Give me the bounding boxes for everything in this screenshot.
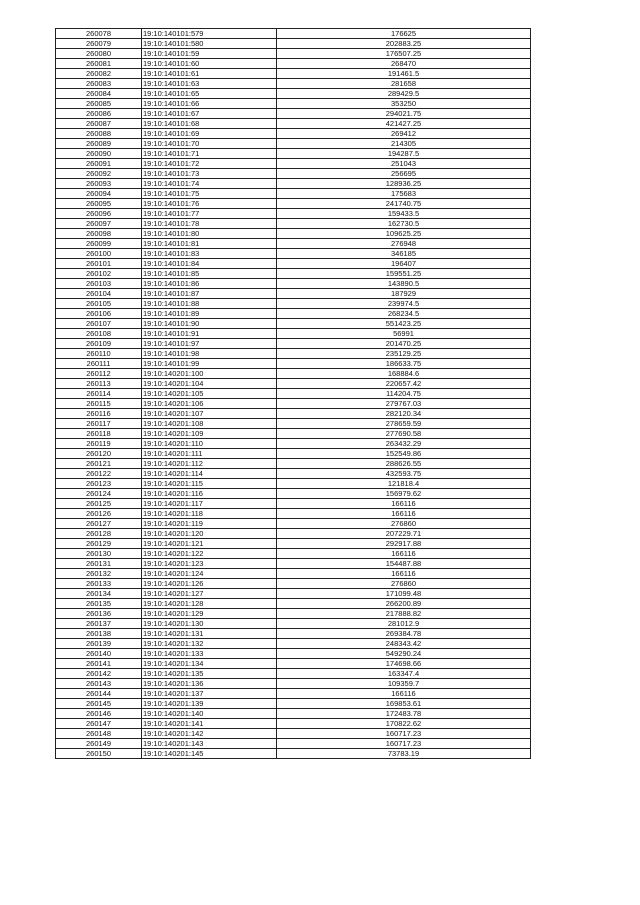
value-cell: 269384.78 <box>277 629 531 639</box>
row-number-cell: 260133 <box>56 579 142 589</box>
row-number-cell: 260084 <box>56 89 142 99</box>
cadastral-number-cell: 19:10:140101:579 <box>142 29 277 39</box>
cadastral-number-cell: 19:10:140201:100 <box>142 369 277 379</box>
cadastral-number-cell: 19:10:140201:106 <box>142 399 277 409</box>
row-number-cell: 260088 <box>56 129 142 139</box>
row-number-cell: 260140 <box>56 649 142 659</box>
row-number-cell: 260117 <box>56 419 142 429</box>
table-row <box>56 639 531 649</box>
row-number-cell: 260121 <box>56 459 142 469</box>
row-number-cell: 260100 <box>56 249 142 259</box>
cadastral-number-cell: 19:10:140201:119 <box>142 519 277 529</box>
row-number-cell: 260080 <box>56 49 142 59</box>
value-cell: 217888.82 <box>277 609 531 619</box>
value-cell: 220657.42 <box>277 379 531 389</box>
cadastral-number-cell: 19:10:140201:137 <box>142 689 277 699</box>
row-number-cell: 260134 <box>56 589 142 599</box>
cadastral-number-cell: 19:10:140101:68 <box>142 119 277 129</box>
value-cell: 176625 <box>277 29 531 39</box>
row-number-cell: 260094 <box>56 189 142 199</box>
cadastral-number-cell: 19:10:140201:109 <box>142 429 277 439</box>
row-number-cell: 260079 <box>56 39 142 49</box>
value-cell: 186633.75 <box>277 359 531 369</box>
cadastral-number-cell: 19:10:140101:61 <box>142 69 277 79</box>
cadastral-number-cell: 19:10:140101:87 <box>142 289 277 299</box>
table-row <box>56 369 531 379</box>
value-cell: 170822.62 <box>277 719 531 729</box>
row-number-cell: 260116 <box>56 409 142 419</box>
cadastral-number-cell: 19:10:140201:121 <box>142 539 277 549</box>
value-cell: 156979.62 <box>277 489 531 499</box>
cadastral-number-cell: 19:10:140201:123 <box>142 559 277 569</box>
row-number-cell: 260092 <box>56 169 142 179</box>
table-row <box>56 719 531 729</box>
table-row <box>56 579 531 589</box>
value-cell: 202883.25 <box>277 39 531 49</box>
value-cell: 251043 <box>277 159 531 169</box>
table-row <box>56 439 531 449</box>
cadastral-number-cell: 19:10:140101:78 <box>142 219 277 229</box>
value-cell: 276860 <box>277 519 531 529</box>
row-number-cell: 260099 <box>56 239 142 249</box>
row-number-cell: 260138 <box>56 629 142 639</box>
value-cell: 166116 <box>277 689 531 699</box>
value-cell: 549290.24 <box>277 649 531 659</box>
row-number-cell: 260129 <box>56 539 142 549</box>
table-row <box>56 409 531 419</box>
table-row <box>56 399 531 409</box>
value-cell: 346185 <box>277 249 531 259</box>
row-number-cell: 260141 <box>56 659 142 669</box>
table-row <box>56 489 531 499</box>
table-row <box>56 59 531 69</box>
row-number-cell: 260095 <box>56 199 142 209</box>
value-cell: 282120.34 <box>277 409 531 419</box>
value-cell: 207229.71 <box>277 529 531 539</box>
row-number-cell: 260101 <box>56 259 142 269</box>
table-row <box>56 479 531 489</box>
cadastral-number-cell: 19:10:140101:88 <box>142 299 277 309</box>
row-number-cell: 260124 <box>56 489 142 499</box>
row-number-cell: 260143 <box>56 679 142 689</box>
row-number-cell: 260149 <box>56 739 142 749</box>
table-row <box>56 419 531 429</box>
table-row <box>56 699 531 709</box>
row-number-cell: 260097 <box>56 219 142 229</box>
cadastral-number-cell: 19:10:140101:77 <box>142 209 277 219</box>
row-number-cell: 260089 <box>56 139 142 149</box>
table-row <box>56 299 531 309</box>
row-number-cell: 260106 <box>56 309 142 319</box>
cadastral-number-cell: 19:10:140101:66 <box>142 99 277 109</box>
table-row <box>56 199 531 209</box>
row-number-cell: 260102 <box>56 269 142 279</box>
table-row <box>56 659 531 669</box>
row-number-cell: 260150 <box>56 749 142 759</box>
value-cell: 241740.75 <box>277 199 531 209</box>
cadastral-number-cell: 19:10:140101:75 <box>142 189 277 199</box>
row-number-cell: 260108 <box>56 329 142 339</box>
value-cell: 263432.29 <box>277 439 531 449</box>
cadastral-number-cell: 19:10:140101:97 <box>142 339 277 349</box>
table-row <box>56 39 531 49</box>
row-number-cell: 260112 <box>56 369 142 379</box>
table-row <box>56 309 531 319</box>
value-cell: 288626.55 <box>277 459 531 469</box>
row-number-cell: 260120 <box>56 449 142 459</box>
row-number-cell: 260130 <box>56 549 142 559</box>
row-number-cell: 260127 <box>56 519 142 529</box>
cadastral-number-cell: 19:10:140201:127 <box>142 589 277 599</box>
table-row <box>56 709 531 719</box>
row-number-cell: 260114 <box>56 389 142 399</box>
cadastral-number-cell: 19:10:140201:104 <box>142 379 277 389</box>
value-cell: 281012.9 <box>277 619 531 629</box>
table-row <box>56 149 531 159</box>
row-number-cell: 260131 <box>56 559 142 569</box>
table-row <box>56 649 531 659</box>
row-number-cell: 260083 <box>56 79 142 89</box>
table-row <box>56 739 531 749</box>
value-cell: 353250 <box>277 99 531 109</box>
value-cell: 73783.19 <box>277 749 531 759</box>
cadastral-number-cell: 19:10:140201:141 <box>142 719 277 729</box>
row-number-cell: 260144 <box>56 689 142 699</box>
table-row <box>56 179 531 189</box>
row-number-cell: 260115 <box>56 399 142 409</box>
table-row <box>56 549 531 559</box>
cadastral-number-cell: 19:10:140101:84 <box>142 259 277 269</box>
cadastral-number-cell: 19:10:140201:145 <box>142 749 277 759</box>
value-cell: 551423.25 <box>277 319 531 329</box>
cadastral-number-cell: 19:10:140201:114 <box>142 469 277 479</box>
cadastral-number-cell: 19:10:140101:63 <box>142 79 277 89</box>
cadastral-number-cell: 19:10:140201:139 <box>142 699 277 709</box>
row-number-cell: 260123 <box>56 479 142 489</box>
row-number-cell: 260142 <box>56 669 142 679</box>
cadastral-number-cell: 19:10:140101:70 <box>142 139 277 149</box>
table-row <box>56 249 531 259</box>
value-cell: 154487.88 <box>277 559 531 569</box>
cadastral-number-cell: 19:10:140201:142 <box>142 729 277 739</box>
row-number-cell: 260082 <box>56 69 142 79</box>
row-number-cell: 260086 <box>56 109 142 119</box>
row-number-cell: 260118 <box>56 429 142 439</box>
value-cell: 281658 <box>277 79 531 89</box>
row-number-cell: 260145 <box>56 699 142 709</box>
row-number-cell: 260136 <box>56 609 142 619</box>
cadastral-number-cell: 19:10:140101:80 <box>142 229 277 239</box>
value-cell: 159551.25 <box>277 269 531 279</box>
value-cell: 163347.4 <box>277 669 531 679</box>
table-row <box>56 279 531 289</box>
row-number-cell: 260148 <box>56 729 142 739</box>
value-cell: 159433.5 <box>277 209 531 219</box>
table-row <box>56 519 531 529</box>
value-cell: 268234.5 <box>277 309 531 319</box>
row-number-cell: 260107 <box>56 319 142 329</box>
table-row <box>56 119 531 129</box>
row-number-cell: 260125 <box>56 499 142 509</box>
value-cell: 172483.78 <box>277 709 531 719</box>
value-cell: 121818.4 <box>277 479 531 489</box>
table-row <box>56 169 531 179</box>
table-row <box>56 69 531 79</box>
table-row <box>56 329 531 339</box>
cadastral-number-cell: 19:10:140201:140 <box>142 709 277 719</box>
cadastral-number-cell: 19:10:140201:122 <box>142 549 277 559</box>
table-row <box>56 729 531 739</box>
value-cell: 109625.25 <box>277 229 531 239</box>
cadastral-number-cell: 19:10:140201:105 <box>142 389 277 399</box>
table-row <box>56 559 531 569</box>
table-row <box>56 749 531 759</box>
row-number-cell: 260091 <box>56 159 142 169</box>
table-row <box>56 99 531 109</box>
cadastral-number-cell: 19:10:140101:86 <box>142 279 277 289</box>
cadastral-number-cell: 19:10:140101:81 <box>142 239 277 249</box>
value-cell: 174698.66 <box>277 659 531 669</box>
value-cell: 152549.86 <box>277 449 531 459</box>
cadastral-number-cell: 19:10:140201:134 <box>142 659 277 669</box>
value-cell: 278659.59 <box>277 419 531 429</box>
cadastral-number-cell: 19:10:140201:126 <box>142 579 277 589</box>
value-cell: 432593.75 <box>277 469 531 479</box>
cadastral-number-cell: 19:10:140101:69 <box>142 129 277 139</box>
table-row <box>56 49 531 59</box>
cadastral-number-cell: 19:10:140201:107 <box>142 409 277 419</box>
cadastral-number-cell: 19:10:140201:132 <box>142 639 277 649</box>
cadastral-number-cell: 19:10:140201:116 <box>142 489 277 499</box>
row-number-cell: 260081 <box>56 59 142 69</box>
value-cell: 166116 <box>277 509 531 519</box>
table-row <box>56 89 531 99</box>
table-row <box>56 229 531 239</box>
table-row <box>56 289 531 299</box>
parcel-table <box>55 28 531 759</box>
cadastral-number-cell: 19:10:140201:133 <box>142 649 277 659</box>
table-row <box>56 609 531 619</box>
value-cell: 162730.5 <box>277 219 531 229</box>
table-row <box>56 349 531 359</box>
value-cell: 166116 <box>277 499 531 509</box>
table-row <box>56 159 531 169</box>
table-row <box>56 339 531 349</box>
row-number-cell: 260096 <box>56 209 142 219</box>
cadastral-number-cell: 19:10:140201:128 <box>142 599 277 609</box>
cadastral-number-cell: 19:10:140201:110 <box>142 439 277 449</box>
cadastral-number-cell: 19:10:140101:99 <box>142 359 277 369</box>
value-cell: 235129.25 <box>277 349 531 359</box>
row-number-cell: 260078 <box>56 29 142 39</box>
table-row <box>56 379 531 389</box>
cadastral-number-cell: 19:10:140101:72 <box>142 159 277 169</box>
cadastral-number-cell: 19:10:140101:580 <box>142 39 277 49</box>
value-cell: 166116 <box>277 549 531 559</box>
row-number-cell: 260109 <box>56 339 142 349</box>
value-cell: 276860 <box>277 579 531 589</box>
value-cell: 187929 <box>277 289 531 299</box>
row-number-cell: 260139 <box>56 639 142 649</box>
value-cell: 294021.75 <box>277 109 531 119</box>
row-number-cell: 260090 <box>56 149 142 159</box>
cadastral-number-cell: 19:10:140201:118 <box>142 509 277 519</box>
table-row <box>56 449 531 459</box>
table-row <box>56 79 531 89</box>
table-row <box>56 669 531 679</box>
cadastral-number-cell: 19:10:140201:115 <box>142 479 277 489</box>
table-row <box>56 459 531 469</box>
row-number-cell: 260137 <box>56 619 142 629</box>
cadastral-number-cell: 19:10:140101:91 <box>142 329 277 339</box>
row-number-cell: 260104 <box>56 289 142 299</box>
value-cell: 279767.03 <box>277 399 531 409</box>
row-number-cell: 260098 <box>56 229 142 239</box>
cadastral-number-cell: 19:10:140201:124 <box>142 569 277 579</box>
value-cell: 128936.25 <box>277 179 531 189</box>
table-row <box>56 269 531 279</box>
table-row <box>56 529 531 539</box>
table-row <box>56 589 531 599</box>
table-row <box>56 29 531 39</box>
value-cell: 289429.5 <box>277 89 531 99</box>
value-cell: 191461.5 <box>277 69 531 79</box>
value-cell: 248343.42 <box>277 639 531 649</box>
cadastral-number-cell: 19:10:140101:67 <box>142 109 277 119</box>
value-cell: 166116 <box>277 569 531 579</box>
table-row <box>56 689 531 699</box>
cadastral-number-cell: 19:10:140101:71 <box>142 149 277 159</box>
table-row <box>56 139 531 149</box>
table-row <box>56 109 531 119</box>
cadastral-number-cell: 19:10:140201:129 <box>142 609 277 619</box>
cadastral-number-cell: 19:10:140101:74 <box>142 179 277 189</box>
table-row <box>56 219 531 229</box>
cadastral-number-cell: 19:10:140201:111 <box>142 449 277 459</box>
cadastral-number-cell: 19:10:140201:120 <box>142 529 277 539</box>
table-row <box>56 389 531 399</box>
cadastral-number-cell: 19:10:140201:131 <box>142 629 277 639</box>
cadastral-number-cell: 19:10:140101:76 <box>142 199 277 209</box>
cadastral-number-cell: 19:10:140101:60 <box>142 59 277 69</box>
cadastral-number-cell: 19:10:140201:112 <box>142 459 277 469</box>
cadastral-number-cell: 19:10:140101:90 <box>142 319 277 329</box>
value-cell: 114204.75 <box>277 389 531 399</box>
cadastral-number-cell: 19:10:140101:73 <box>142 169 277 179</box>
row-number-cell: 260093 <box>56 179 142 189</box>
cadastral-number-cell: 19:10:140201:130 <box>142 619 277 629</box>
table-row <box>56 359 531 369</box>
row-number-cell: 260105 <box>56 299 142 309</box>
cadastral-number-cell: 19:10:140101:65 <box>142 89 277 99</box>
row-number-cell: 260128 <box>56 529 142 539</box>
table-row <box>56 319 531 329</box>
table-row <box>56 499 531 509</box>
table-row <box>56 239 531 249</box>
cadastral-number-cell: 19:10:140101:85 <box>142 269 277 279</box>
cadastral-number-cell: 19:10:140201:143 <box>142 739 277 749</box>
value-cell: 196407 <box>277 259 531 269</box>
table-row <box>56 189 531 199</box>
row-number-cell: 260113 <box>56 379 142 389</box>
value-cell: 168884.6 <box>277 369 531 379</box>
table-row <box>56 129 531 139</box>
row-number-cell: 260135 <box>56 599 142 609</box>
value-cell: 56991 <box>277 329 531 339</box>
value-cell: 169853.61 <box>277 699 531 709</box>
value-cell: 171099.48 <box>277 589 531 599</box>
table-row <box>56 509 531 519</box>
row-number-cell: 260119 <box>56 439 142 449</box>
table-row <box>56 679 531 689</box>
table-row <box>56 259 531 269</box>
cadastral-number-cell: 19:10:140201:136 <box>142 679 277 689</box>
table-body <box>56 29 531 759</box>
value-cell: 276948 <box>277 239 531 249</box>
value-cell: 256695 <box>277 169 531 179</box>
cadastral-number-cell: 19:10:140201:108 <box>142 419 277 429</box>
value-cell: 143890.5 <box>277 279 531 289</box>
cadastral-number-cell: 19:10:140101:98 <box>142 349 277 359</box>
value-cell: 160717.23 <box>277 729 531 739</box>
value-cell: 292917.88 <box>277 539 531 549</box>
value-cell: 176507.25 <box>277 49 531 59</box>
cadastral-number-cell: 19:10:140101:83 <box>142 249 277 259</box>
table-row <box>56 539 531 549</box>
cadastral-number-cell: 19:10:140101:59 <box>142 49 277 59</box>
value-cell: 239974.5 <box>277 299 531 309</box>
value-cell: 266200.89 <box>277 599 531 609</box>
table-row <box>56 569 531 579</box>
row-number-cell: 260111 <box>56 359 142 369</box>
table-row <box>56 469 531 479</box>
table-row <box>56 619 531 629</box>
value-cell: 201470.25 <box>277 339 531 349</box>
value-cell: 277690.58 <box>277 429 531 439</box>
row-number-cell: 260146 <box>56 709 142 719</box>
table-row <box>56 209 531 219</box>
row-number-cell: 260147 <box>56 719 142 729</box>
row-number-cell: 260126 <box>56 509 142 519</box>
value-cell: 421427.25 <box>277 119 531 129</box>
value-cell: 194287.5 <box>277 149 531 159</box>
row-number-cell: 260085 <box>56 99 142 109</box>
row-number-cell: 260087 <box>56 119 142 129</box>
table-row <box>56 629 531 639</box>
value-cell: 109359.7 <box>277 679 531 689</box>
value-cell: 269412 <box>277 129 531 139</box>
cadastral-number-cell: 19:10:140201:135 <box>142 669 277 679</box>
row-number-cell: 260122 <box>56 469 142 479</box>
value-cell: 160717.23 <box>277 739 531 749</box>
cadastral-number-cell: 19:10:140101:89 <box>142 309 277 319</box>
value-cell: 175683 <box>277 189 531 199</box>
cadastral-number-cell: 19:10:140201:117 <box>142 499 277 509</box>
table-row <box>56 599 531 609</box>
row-number-cell: 260110 <box>56 349 142 359</box>
table-row <box>56 429 531 439</box>
row-number-cell: 260132 <box>56 569 142 579</box>
value-cell: 268470 <box>277 59 531 69</box>
value-cell: 214305 <box>277 139 531 149</box>
row-number-cell: 260103 <box>56 279 142 289</box>
